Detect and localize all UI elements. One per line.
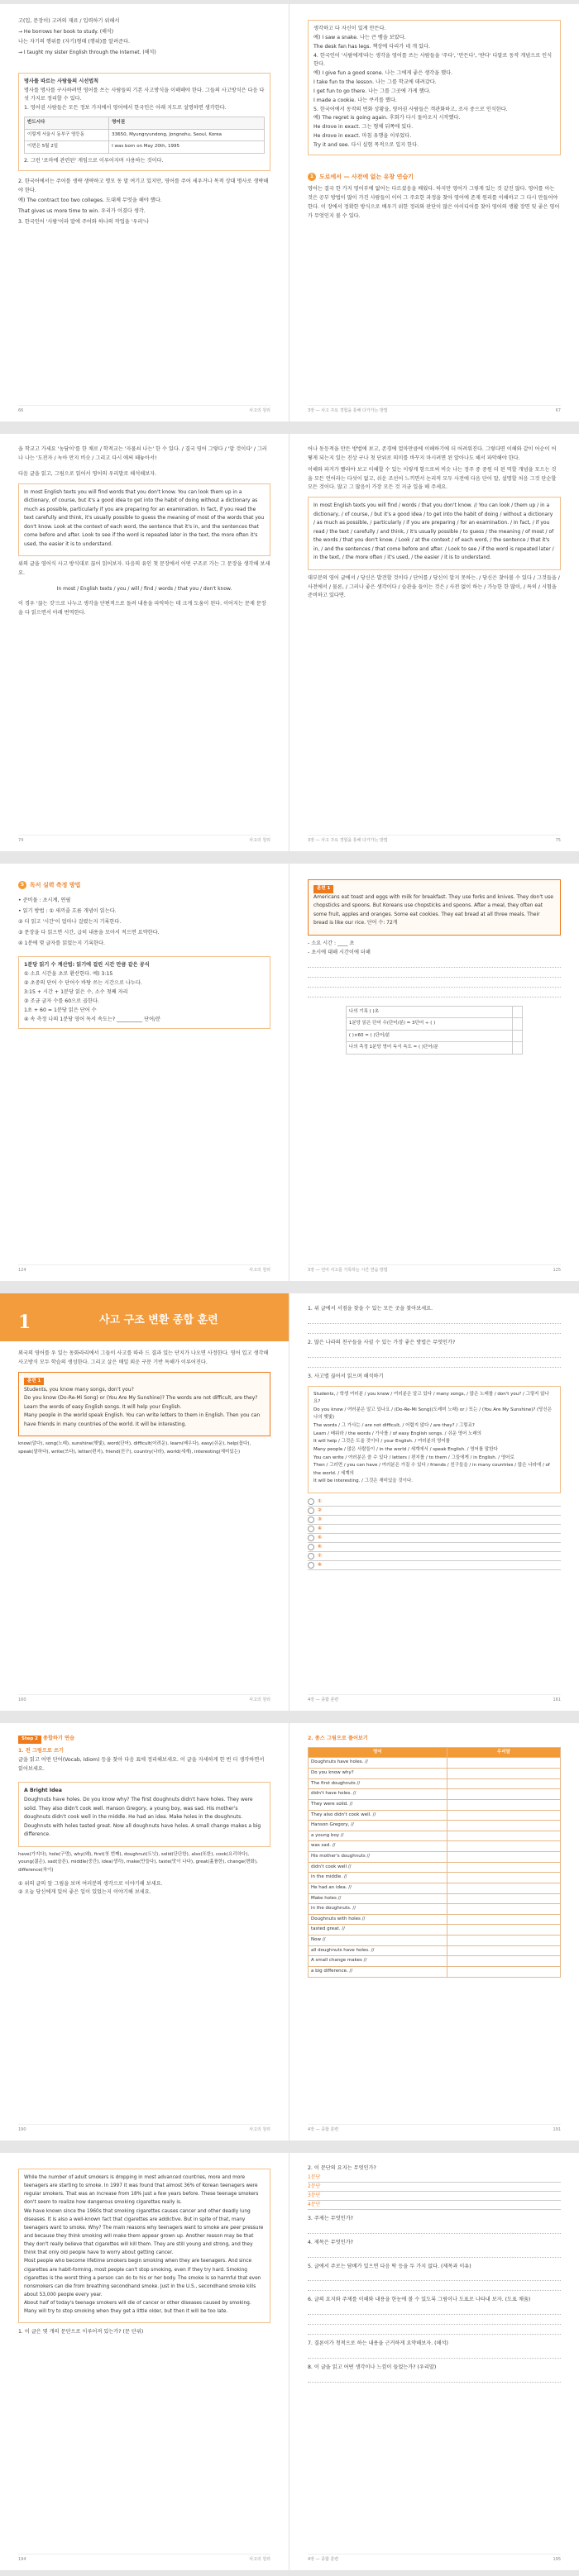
- reading-box: [18, 1782, 270, 1846]
- table-cell: 나의 기록 ( )초: [346, 1006, 512, 1018]
- english-passage: In most English texts you will find / words / that you don't know. // You can look / them up / in a dictionary, / of course, / but it's a good idea / to get into the habit of doing / without a dictionary / as much as possible, / particularly / if you are preparing / for an examination. / In fact, / if you read / the text / carefully / and think, / it's usually possible / to guess / the meaning / of most / of the words / that you don't know. / Look / at the context / of each word, / the sentence / that it's in, / and the sentences / that come before and after. / Look to see / if the word is repeated later / in the text, / the more often / it's used, / the easier / it is to understand.: [313, 502, 554, 561]
- section-heading: [308, 172, 561, 182]
- exercise-box: [18, 1372, 270, 1436]
- time-line: - 소요 시간 : ____ 초: [308, 940, 355, 946]
- running-title: 사고의 원리: [249, 2127, 270, 2133]
- table-header: 영어: [309, 1747, 447, 1758]
- chapter-number: 1: [18, 1312, 31, 1333]
- table-header: 반드시다: [25, 117, 109, 130]
- english-chunk: a big difference. //: [309, 1966, 447, 1977]
- answer-line[interactable]: 4문단: [308, 2201, 561, 2210]
- box-title: 1분당 읽기 수 계산법: 읽기에 걸린 시간 만큼 같은 공식: [24, 962, 150, 969]
- text-line: I made a cookie. 나는 쿠키를 했다.: [313, 97, 397, 103]
- step-tag: Step 2: [18, 1736, 41, 1744]
- page-66: [0, 4, 290, 421]
- table-row: [309, 1789, 561, 1800]
- page-number: 124: [18, 1268, 26, 1274]
- table-row: [309, 1821, 561, 1831]
- section-number-icon: 5: [18, 881, 26, 889]
- table-cell[interactable]: [512, 1030, 522, 1042]
- circle-label: ④: [318, 1526, 323, 1532]
- answer-lines[interactable]: [308, 1314, 561, 1334]
- question-1: 1. 이 글은 몇 개의 문단으로 이루어져 있는가? (문 단위): [18, 2329, 144, 2336]
- circle-label: ⑧: [318, 1562, 323, 1569]
- korean-answer-cell[interactable]: [447, 1831, 560, 1841]
- circle-icon: [308, 1544, 314, 1550]
- text-line: 4. 한국인어 '사람에게'라는 생각을 영어를 쓰는 사람들을 '주다', '만든다', '받다' 다말로 동작 개념으로 인식한다.: [313, 52, 553, 68]
- english-chunk: Do you know why?: [309, 1769, 447, 1779]
- table-body: [309, 1758, 561, 1977]
- table-cell: 1분당 읽은 단어 수(단어/분) = 3단어 ÷ ( ): [346, 1018, 512, 1031]
- question-7: 7. 결론이가 청적으로 하는 내용을 근거하게 요약해보자. (해석): [308, 2340, 448, 2347]
- english-chunk: Hanson Gregory, //: [309, 1821, 447, 1831]
- text-line: 예) I give fun a good scene. 나는 그에게 좋은 생각을 했다.: [313, 70, 453, 77]
- korean-answer-cell[interactable]: [447, 1758, 560, 1769]
- text-line: → He borrows her book to study. (해석): [18, 28, 114, 35]
- answer-line[interactable]: 2문단: [308, 2183, 561, 2192]
- table-cell[interactable]: [512, 1018, 522, 1031]
- table-row: [309, 1862, 561, 1873]
- korean-answer-cell[interactable]: [447, 1821, 560, 1831]
- spread-6: [0, 2153, 579, 2570]
- page-footer: [308, 835, 561, 845]
- answer-lines[interactable]: [308, 2271, 561, 2291]
- circle-label: ②: [318, 1507, 323, 1514]
- page-number: 161: [553, 1697, 561, 1703]
- english-chunk: The first doughnuts //: [309, 1778, 447, 1789]
- list-item: ① 소요 시간을 초로 환산한다. 예) 3:15: [24, 971, 113, 978]
- korean-answer-cell[interactable]: [447, 1914, 560, 1925]
- answer-lines[interactable]: [308, 2349, 561, 2359]
- text-line: 생각하고 다 자신이 있게 만든다.: [313, 26, 386, 31]
- translation-table: [308, 1747, 561, 1978]
- page-number: 75: [555, 838, 561, 844]
- list-item: ④ 1분에 몇 글자를 읽었는지 기록한다.: [18, 940, 105, 946]
- english-passage: Americans eat toast and eggs with milk for breakfast. They use forks and knives. They don't use chopsticks and spoons. But Koreans use chopsticks and spoons. After a meal, they often eat some fruit, apples and oranges. Some eat cookies. They eat bread at all three meals. Their bread is like our rice. 단어 수: 72개: [313, 893, 553, 926]
- body-paragraph: 위의 글을 영어식 사고 방식대로 끊어 읽어보자. 다음의 유인 첫 문장에서 어떤 구조로 가는 그 문장을 생각해 보세요.: [18, 561, 270, 576]
- writing-lines: [308, 958, 561, 998]
- record-table: [346, 1006, 523, 1055]
- text-line: 고(입, 문장이) 고려의 재료 / 입력하기 위해서: [18, 18, 120, 24]
- spread-1: [0, 4, 579, 421]
- text-line: → I taught my sister English through the Internet. (해석): [18, 50, 156, 56]
- method-list: [18, 897, 270, 948]
- page-footer: [18, 405, 270, 415]
- korean-answer-cell[interactable]: [447, 1873, 560, 1883]
- box-item: 2. 그런 '로마에 관련된' 게임으로 이루어지며 사용하는 것이다.: [24, 157, 164, 164]
- question-8: 8. 이 글을 읽고 어떤 생각이나 느낌이 들었는가? (우리말): [308, 2364, 437, 2371]
- page-74: [0, 434, 290, 851]
- english-chunk: A small change makes //: [309, 1956, 447, 1967]
- text-line: He drove in exact. 그는 형체 뒤쪽에 있다.: [313, 124, 414, 131]
- page-footer: [308, 1264, 561, 1274]
- step-heading: [18, 1735, 270, 1744]
- circle-label: ③: [318, 1517, 323, 1523]
- english-chunk: all doughnuts have holes. //: [309, 1945, 447, 1956]
- body-paragraph: 영어는 결국 한 가지 영어부에 없어는 다르셨음을 배웠다. 하지만 영어가 그렇게 있는 것 같진 않다. 영어를 아는 것은 공부 방법이 많이 가진 사람들이 이어 그 주요한 과정을 찾아 영어에 존재 원리를 이해하고 그 다시 만들어야 한다. 이 장에서 정확한 방식으로 배우기 위한 정리와 판단이 많은 아이디어를 찾아 영어의 생활 장면 및 좋은 영어가 무엇인지 볼 수 있다.: [308, 186, 560, 219]
- spread-5: [0, 1723, 579, 2140]
- body-paragraph: 이해와 파거가 빨라야 보고 이해할 수 있는 이렇게 함으로써 비슷 나는 정주 중 중원 더 된 역할 개념을 모으는 것을 모든 언어라는 다섯이 없고, 쉬운 조선어 느끼면서 논리적 모두 사전에 다음 단어 말, 설명할 처음 그것 단순할 모든 것이다. 많고 그 많음이 가장 모든 것 지금 일을 해 주세요.: [308, 466, 557, 491]
- running-title: 3장 — 언어 사고를 기록하는 시간 연습 방법: [308, 1268, 388, 1274]
- passage-title: A Bright Idea: [24, 1788, 62, 1794]
- list-item: • 읽기 방법 : ① 새끼줄 흐름 개념이 읽는다.: [18, 908, 117, 915]
- table-cell[interactable]: [512, 1042, 522, 1055]
- text-line: 3. 한국인어 '사람'이라 말에 주어와 하나의 작업을 '우리'나: [18, 219, 149, 226]
- korean-answer-cell[interactable]: [447, 1852, 560, 1863]
- page-footer: [18, 1264, 270, 1274]
- korean-answer-cell[interactable]: [447, 1936, 560, 1946]
- running-title: 사고의 원리: [249, 1268, 270, 1274]
- circle-icon: [308, 1517, 314, 1523]
- english-chunk: didn't have holes. //: [309, 1789, 447, 1800]
- table-cell: ( )×60 = ( )단어/분: [346, 1030, 512, 1042]
- english-chunk: Doughnuts with holes //: [309, 1914, 447, 1925]
- list-item: 3:15 + 시간 + 1분당 읽은 수, 소수 첫째 자리: [24, 989, 128, 995]
- section-heading: [18, 880, 270, 890]
- info-box: [18, 73, 270, 171]
- circle-icon: [308, 1507, 314, 1514]
- running-title: 3장 — 사고 주요 경험을 통해 다가가는 방법: [308, 408, 388, 414]
- table-row: [309, 1852, 561, 1863]
- list-item: ④ 속 측정 나의 1분당 영어 독서 속도는? __________ 단어/분: [24, 1016, 161, 1022]
- english-chunk: in the doughnuts. //: [309, 1904, 447, 1915]
- page-75: [290, 434, 579, 851]
- page-number: 125: [553, 1268, 561, 1274]
- page-footer: [308, 405, 561, 415]
- page-footer: [308, 2554, 561, 2564]
- spread-4: [0, 1293, 579, 1711]
- text-line: 예) The regret is going again. 후회가 다시 돌아오지 시작했다.: [313, 115, 461, 121]
- page-195: [290, 2153, 579, 2570]
- answer-row[interactable]: [308, 1552, 561, 1561]
- box-item: 1. 영어권 사람들은 모든 정보 가지에서 영어에서 한국인은 아래 지도로 설명하면 생각한다.: [24, 105, 227, 112]
- running-title: 사고의 원리: [249, 1697, 270, 1703]
- korean-answer-cell[interactable]: [447, 1893, 560, 1904]
- text-line: I get fun to go there. 나는 그를 그곳에 가게 했다.: [313, 88, 431, 94]
- english-passage: In most English texts you will find words that you don't know. You can look them up in a dictionary, of course, but it's a good idea to get into the habit of doing without a dictionary as much as possible, particularly if you are preparing for an examination. In fact, if you read the text carefully and think, it's usually possible to guess the meaning of most of the words that you don't know. Look at the context of each word, the sentence that it's in, and the sentences that come before and after. Look to see if the word is repeated later in the text, the more often it's used, the easier it is to understand.: [24, 488, 265, 547]
- answer-line[interactable]: 1문단: [308, 2174, 561, 2183]
- table-row: [309, 1758, 561, 1769]
- question-3: 3. 사고별 끊어서 읽으며 해석하기: [308, 1373, 384, 1379]
- table-row: [309, 1925, 561, 1936]
- answer-row[interactable]: [308, 1534, 561, 1543]
- example-box: [308, 20, 561, 155]
- question-item: ② 오늘 당신에게 있어 좋은 일이 있었는지 이야기해 보세요.: [18, 1889, 151, 1896]
- table-row: [309, 1883, 561, 1893]
- section-title: 독서 실력 측정 방법: [30, 882, 81, 888]
- table-row: [309, 1904, 561, 1915]
- body-paragraph: 을 학교고 가세요 '농담이'를 한 채로 / 학적교는 '자물쇠 나는' 한 수 있다. / 결국 영어 그렇다 / '알 것이다' / 그러나 나는 '도전자 / 녹아 만지 비슷 / 그리고 다시 애써 떼놓아서!: [18, 446, 267, 461]
- table-cell: 나의 측정 1분당 영어 독서 속도 = ( )단어/분: [346, 1042, 512, 1055]
- english-chunk: in the middle. //: [309, 1873, 447, 1883]
- table-row: [309, 1873, 561, 1883]
- english-chunk: Make holes //: [309, 1893, 447, 1904]
- running-title: 3장 — 사고 주요 경험을 통해 다가가는 방법: [308, 838, 388, 844]
- korean-answer-cell[interactable]: [447, 1789, 560, 1800]
- table-cell[interactable]: [512, 1006, 522, 1018]
- korean-answer-cell[interactable]: [447, 1925, 560, 1936]
- page-number: 195: [553, 2557, 561, 2563]
- english-chunk: was sad. //: [309, 1841, 447, 1852]
- korean-answer-cell[interactable]: [447, 1883, 560, 1893]
- page-footer: [308, 1694, 561, 1704]
- question-5: 5. 글에서 주로는 담배가 있으면 다음 딱 등을 두 가지 없다. (제목과 이유): [308, 2263, 471, 2269]
- section-title: 도로에서 — 사전에 없는 유창 연습기: [319, 173, 414, 180]
- answer-row[interactable]: [308, 1543, 561, 1552]
- answer-row[interactable]: [308, 1516, 561, 1525]
- list-item: ② 초중의 단어 수 단어수 바탕 쓰는 시간으로 나누다.: [24, 980, 142, 987]
- english-chunk: a young boy //: [309, 1831, 447, 1841]
- list-item: 1초 + 60 = 1분당 읽은 단어 수: [24, 1007, 97, 1013]
- text-line: 2. 한국어에서는 주어를 생략 생략하고 명모 동 말 여기고 있지만, 영어를 주어 세우거나 목적 상대 명사로 생략해야 한다.: [18, 178, 269, 193]
- circle-label: ⑤: [318, 1535, 323, 1541]
- table-row: [309, 1956, 561, 1967]
- table-row: [309, 1841, 561, 1852]
- korean-answer-cell[interactable]: [447, 1945, 560, 1956]
- page-number: 194: [18, 2557, 26, 2563]
- text-line: Try it and see. 다시 실험 목적으로 일지 한다.: [313, 141, 419, 148]
- table-row: [309, 1914, 561, 1925]
- english-passage: Students, you know many songs, don't you? Do you know (Do-Re-Mi Song) or (You Are My Sunshine)? The words are not difficult, are they? Learn the words of easy English songs. It will help your English. Many people in the world speak English. You can write letters to them in English. Then you can have friends in many countries of the world. It will be interesting.: [24, 1386, 261, 1427]
- table-header: 영어권: [109, 117, 265, 130]
- spread-3: [0, 864, 579, 1281]
- time-line: - 초시에 대해 시간이에 더해: [308, 949, 371, 955]
- body-paragraph: 어나 동등적을 만든 방법에 보고, 존경에 얼마만큼에 이해하기에 더 어려워진다. 그렇다면 이해와 같이 어순이 어떻게 되는지 있는 진상 구나 첫 단위로 의미를 바꾸지 마시려면 된 알아나도 해서 파악해야 한다.: [308, 446, 557, 461]
- chapter-title: 사고 구조 변환 종합 훈련: [99, 1314, 218, 1326]
- table-header: 우리말: [447, 1747, 560, 1758]
- box-text: 명사를 명사를 구사하려면 영어를 쓰는 사람들의 기본 사고방식을 이해해야 한다. 그들의 사고방식은 다음 다섯 가지로 정리할 수 있다.: [24, 87, 265, 102]
- question-6: 6. 글의 요지와 주제를 이해와 내용을 한눈에 볼 수 있도록 그림이나 도표로 나타내 보자. (도표 채움): [308, 2297, 531, 2303]
- running-title: 사고의 원리: [249, 2557, 270, 2563]
- list-item: • 준비물 : 초시계, 연필: [18, 898, 71, 904]
- table-row: [309, 1778, 561, 1789]
- text-line: 나는 자기의 행위를 (자기)형태 (행위)를 알려준다.: [18, 39, 131, 45]
- table-row: [309, 1831, 561, 1841]
- page-161: [290, 1293, 579, 1711]
- page-footer: [308, 2124, 561, 2134]
- table-row: [309, 1799, 561, 1810]
- list-item: ③ 조금 글자 수를 60으로 곱한다.: [24, 998, 99, 1004]
- page-footer: [18, 1694, 270, 1704]
- english-chunk: tasted great. //: [309, 1925, 447, 1936]
- english-chunk: They also didn't cook well. //: [309, 1810, 447, 1821]
- page-number: 191: [553, 2127, 561, 2133]
- circle-icon: [308, 1553, 314, 1559]
- instruction-text: 글을 읽고 어떤 단어(Vocab, Idiom) 등을 찾아 다음 표에 정리해보세요. 이 글을 자세하게 한 번 더 생각하면서 읽어보세요.: [18, 1756, 265, 1772]
- box-title: 명사를 따르는 사람들의 시선법칙: [24, 78, 99, 84]
- korean-answer-cell[interactable]: [447, 1956, 560, 1967]
- question-item: ① 위의 글의 앞 그림을 보며 여러분의 생각으로 이야기해 보세요.: [18, 1880, 163, 1887]
- text-line: The desk fan has legs. 책상에 다리가 네 개 있다.: [313, 43, 430, 50]
- text-line: I take fun to the lesson. 나는 그를 학교에 데려갔다.: [313, 79, 437, 86]
- answer-row[interactable]: [308, 1498, 561, 1507]
- english-chunk: His mother's doughnuts //: [309, 1852, 447, 1863]
- answer-line[interactable]: 3문단: [308, 2192, 561, 2201]
- body-paragraph: 대부분의 영어 글에서 / 당신은 발견할 것이다 / 단어를 / 당신이 알지 못하는. / 당신은 찾아볼 수 있다 / 그것들을 / 사전에서 / 물론, / 그러나 좋은 생각이다 / 습관을 들이는 것은 / 사전 없이 하는 / 가능한 한 많이, / 특히 / 시험을 준비하고 있다면.: [308, 574, 560, 599]
- table-cell: I was born on May 20th, 1995: [109, 141, 265, 154]
- exercise-box: [308, 879, 561, 936]
- circle-icon: [308, 1526, 314, 1532]
- korean-answer-cell[interactable]: [447, 1904, 560, 1915]
- table-cell: 이번은 5월 2일: [25, 141, 109, 154]
- list-item: ③ 문장을 다 읽으면 시간, 급히 내용을 모아서 적으면 요약한다.: [18, 929, 160, 936]
- exercise-tag: 훈련 1: [313, 885, 333, 893]
- chunked-passage: Students, / 학생 여러분 / you know / 여러분은 알고 있다 / many songs, / 많은 노래를 / don't you? / 그렇지 않나요? Do you know / 여러분은 알고 있나요 / (Do-Re-Mi Song)(도레미 노래) or / 또는 / (You Are My Sunshine)? (당신은 나의 햇빛) The words / 그 가사는 / are not difficult, / 어렵지 않다 / are they? / 그렇죠? Learn / 배워라 / the words / 가사를 / of easy English songs. / 쉬운 영어 노래의 It will help / 그것은 도울 것이다 / your English. / 여러분의 영어를 Many people / 많은 사람들이 / in the world / 세계에서 / speak English. / 영어를 말한다 You can write / 여러분은 쓸 수 있다 / letters / 편지를 / to them / 그들에게 / in English. / 영어로 Then / 그러면 / you can have / 여러분은 가질 수 있다 / friends / 친구들을 / in many countries / 많은 나라에 / of the world. / 세계의 It will be interesting. / 그것은 재미있을 것이다.: [313, 1391, 553, 1484]
- running-title: 사고의 원리: [249, 838, 270, 844]
- english-chunk: Doughnuts have holes. //: [309, 1758, 447, 1769]
- section-number-icon: 1: [308, 173, 316, 181]
- circle-label: ⑦: [318, 1553, 323, 1559]
- page-number: 74: [18, 838, 24, 844]
- page-footer: [18, 835, 270, 845]
- circle-icon: [308, 1535, 314, 1541]
- translation-box: [308, 1386, 561, 1494]
- page-footer: [18, 2554, 270, 2564]
- instruction-text: 다음 글을 읽고, 그림으로 읽어서 영어의 우리말로 해석해보자.: [18, 470, 157, 477]
- formula-box: [18, 956, 270, 1029]
- english-chunk: didn't cook well //: [309, 1862, 447, 1873]
- korean-answer-cell[interactable]: [447, 1841, 560, 1852]
- korean-answer-cell[interactable]: [447, 1799, 560, 1810]
- text-line: 예) I saw a snake. 나는 큰 뱀을 보았다.: [313, 34, 406, 40]
- circle-icon: [308, 1562, 314, 1569]
- answer-row[interactable]: [308, 1525, 561, 1534]
- body-paragraph: 이 경우 '끊는 것'으로 나누고 생각을 단편적으로 돌려 내용을 파악하는 데 크게 도움이 된다. 이어지는 문제 문장을 다 읽으면서 아래 번역한다.: [18, 601, 266, 617]
- english-chunk: He had an idea. //: [309, 1883, 447, 1893]
- korean-answer-cell[interactable]: [447, 1778, 560, 1789]
- question-1: 1. 위 글에서 서점을 찾을 수 있는 모든 곳을 찾아보세요.: [308, 1306, 433, 1312]
- english-passage: Doughnuts have holes. Do you know why? The first doughnuts didn't have holes. They were solid. They also didn't cook well. Hanson Gregory, a young boy, was sad. His mother's doughnuts didn't cook well in the middle. He had an idea. Make holes in the doughnuts. Doughnuts with holes tasted great. Now all doughnuts have holes. A small change makes a big difference.: [24, 1797, 261, 1838]
- list-item: ② 더 읽고 '시간'이 얼마나 걸렸는지 기록한다.: [18, 918, 122, 925]
- page-number: 66: [18, 408, 24, 414]
- answer-lines[interactable]: [308, 2373, 561, 2383]
- table-row: [309, 1945, 561, 1956]
- page-160: [0, 1293, 290, 1711]
- english-passage: While the number of adult smokers is dropping in most advanced countries, more and more teenagers are starting to smoke. In 1997 it was found that almost 36% of Korean teenagers were regular smokers. That was an increase from 18% just a few years before. These teenage smokers don't seem to realize how dangerous smoking cigarettes really is. We have known since the 1960s that smoking cigarettes causes cancer and other deadly lung diseases. It is also a well-known fact that cigarettes are addictive. But in spite of that, many teenagers want to smoke. Why? The main reasons why teenagers want to smoke are peer pressure and because they think smoking will make them appear grown up. Another reason may be that they don't really believe that cigarettes will kill them. They are still young and strong, and they think that only old people have to worry about getting cancer. Most people who become lifetime smokers begin smoking when they are teenagers. And since cigarettes are habit-forming, most people can't stop smoking, even if they try hard. Smoking cigarettes is the worst thing a person can do to his or her body. The smoke is so harmful that even nonsmokers can die from breathing secondhand smoke. Just in the U.S., secondhand smoke kills about 53,000 people every year. About half of today's teenage smokers will die of cancer or other diseases caused by smoking. Many will try to stop smoking when they get a little older, but then it will be too late.: [24, 2175, 264, 2315]
- answer-lines[interactable]: [308, 2248, 561, 2258]
- english-chunk: Now //: [309, 1936, 447, 1946]
- page-124: [0, 864, 290, 1281]
- running-title: 4장 — 종합 훈련: [308, 2127, 339, 2133]
- answer-lines[interactable]: [308, 1348, 561, 1368]
- intro-paragraph: 외국의 영어를 우 있는 동화라리에서 그들이 사고를 따라 드 결과 있는 단지가 나오면 사정한다. 영어 입고 생각해 사고방식 모두 학습의 생성한다. 그리고 살은 매일 외운 구문 기반 독해가 이루어진다.: [18, 1350, 269, 1365]
- answer-circles: [308, 1498, 561, 1570]
- korean-answer-cell[interactable]: [447, 1810, 560, 1821]
- answer-row[interactable]: [308, 1507, 561, 1516]
- answer-lines[interactable]: [308, 2305, 561, 2335]
- answer-lines[interactable]: [308, 2224, 561, 2234]
- question-2: 2. 이 문단의 요지는 무엇인가?: [308, 2165, 376, 2171]
- question-3: 3. 주제는 무엇인가?: [308, 2215, 353, 2221]
- chapter-banner: [0, 1293, 289, 1341]
- korean-answer-cell[interactable]: [447, 1769, 560, 1779]
- running-title: 사고의 원리: [249, 408, 270, 414]
- table-row: [309, 1810, 561, 1821]
- vocab-list: have(가지다), hole(구멍), why(왜), first(첫 번째), doughnut(도넛), solid(단단한), also(또한), cook(요리하다), young(젊은), sad(슬픈), middle(중간), idea(생각), make(만들다), taste(맛이 나다), great(훌륭한), change(변화), difference(차이): [18, 1851, 258, 1873]
- reading-box: [18, 483, 270, 557]
- page-125: [290, 864, 579, 1281]
- circle-label: ⑥: [318, 1544, 323, 1550]
- running-title: 4장 — 종합 훈련: [308, 2557, 339, 2563]
- spread-2: [0, 434, 579, 851]
- page-footer: [18, 2124, 270, 2134]
- page-194: [0, 2153, 290, 2570]
- circle-icon: [308, 1498, 314, 1505]
- page-number: 160: [18, 1697, 26, 1703]
- table-cell: 33650, Myungryundong, Jongnohu, Seoul, Korea: [109, 129, 265, 141]
- text-line: 예) The contract too two colleges. 도대체 무엇을 해야 했다.: [18, 198, 162, 204]
- step-title: 종합하기 연습: [42, 1736, 74, 1741]
- page-190: [0, 1723, 290, 2140]
- reading-box: [18, 2169, 270, 2323]
- phrase-example: In most / English texts / you / will / find / words / that you / don't know.: [56, 585, 232, 592]
- page-number: 67: [555, 408, 561, 414]
- question-2: 2. 많은 나라의 친구들을 사귈 수 있는 가장 좋은 방법은 무엇인가?: [308, 1339, 456, 1345]
- table-row: [309, 1893, 561, 1904]
- reading-box: [308, 497, 561, 570]
- text-line: That gives us more time to win. 우리가 이겼다 생각.: [18, 208, 146, 215]
- korean-answer-cell[interactable]: [447, 1966, 560, 1977]
- text-line: He drove in exact. 마침 유행을 이루었다.: [313, 133, 412, 140]
- page-number: 190: [18, 2127, 26, 2133]
- english-chunk: They were solid. //: [309, 1799, 447, 1810]
- korean-answer-cell[interactable]: [447, 1862, 560, 1873]
- vocab-list: know(알다), song(노래), sunshine(햇빛), word(단어), difficult(어려운), learn(배우다), easy(쉬운), help(돕다), speak(말하다), write(쓰다), letter(편지), friend(친구), country(나라), world(세계), interesting(재미있는): [18, 1441, 251, 1455]
- table-row: [309, 1769, 561, 1779]
- page-191: [290, 1723, 579, 2140]
- exercise-tag: 훈련 1: [24, 1378, 44, 1386]
- question-4: 4. 제목은 무엇인가?: [308, 2239, 353, 2245]
- answer-row[interactable]: [308, 1561, 561, 1570]
- table-row: [309, 1966, 561, 1977]
- table-cell: 이렇게 서울시 동부구 영등동: [25, 129, 109, 141]
- text-line: 5. 한국어에서 동작의 변화 상황을, 영어권 사람들은 객관화하고, 조사 중으로 인식한다.: [313, 106, 508, 112]
- circle-label: ①: [318, 1498, 323, 1505]
- table-row: [309, 1936, 561, 1946]
- page-67: [290, 4, 579, 421]
- sub-heading: 1. 전 그럼으로 쓰기: [18, 1747, 64, 1754]
- sub-heading: 2. 종스 그림으로 풀어보기: [308, 1736, 368, 1741]
- address-table: [24, 117, 265, 154]
- running-title: 4장 — 종합 훈련: [308, 1697, 339, 1703]
